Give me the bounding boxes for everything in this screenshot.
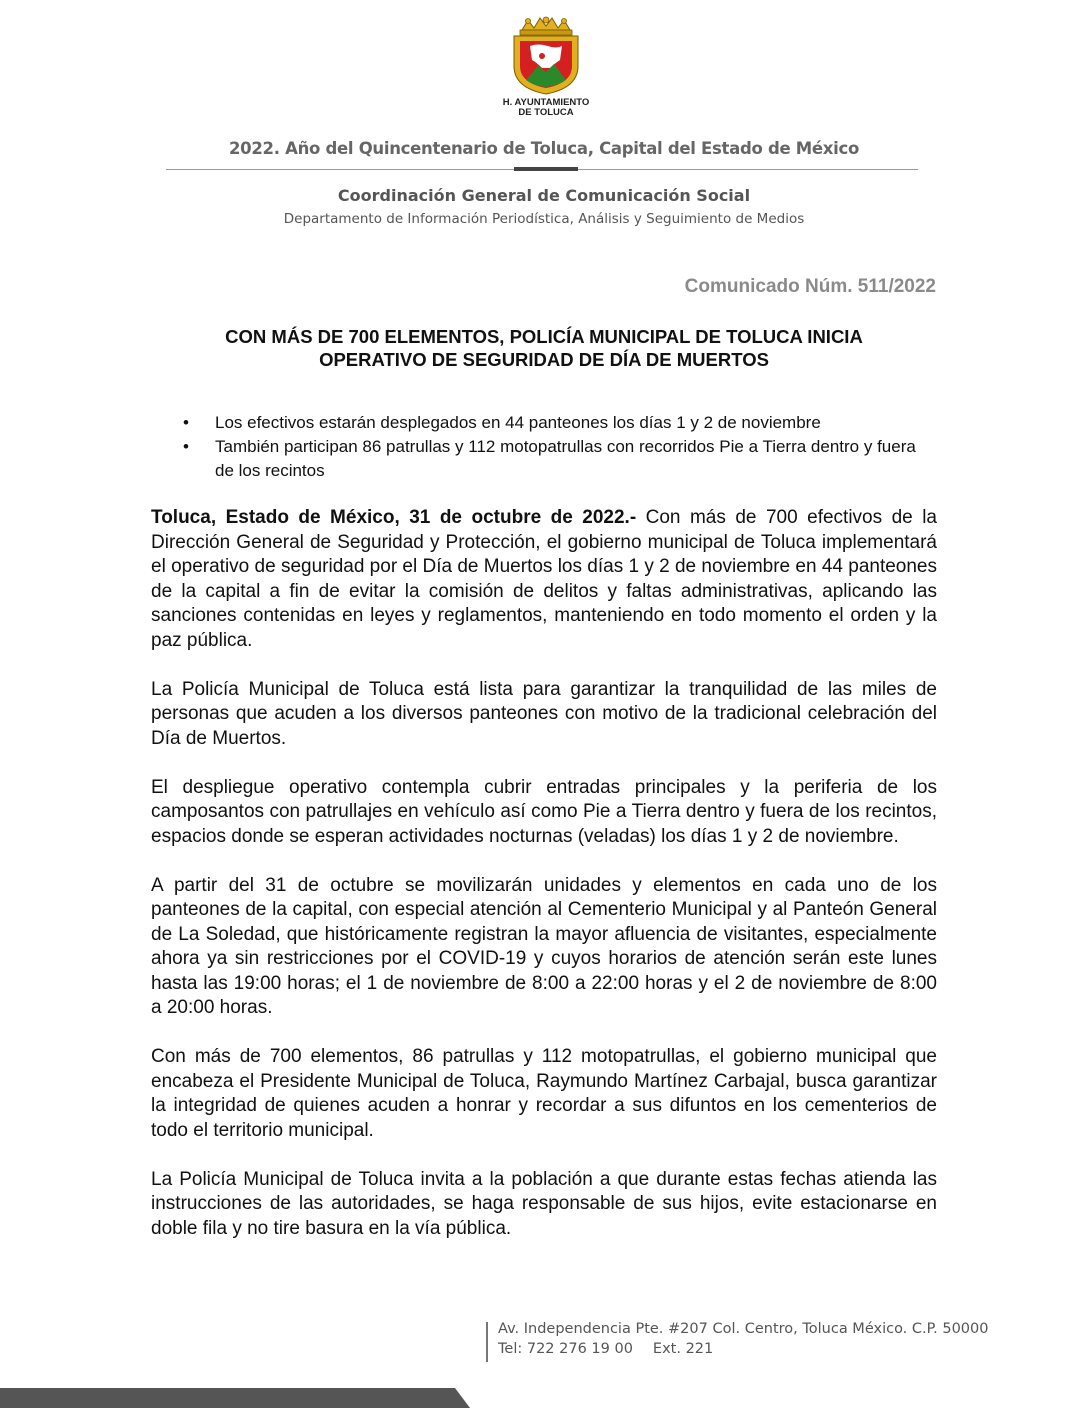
coat-of-arms-icon [508, 16, 584, 96]
logo-caption-line1: H. AYUNTAMIENTO [502, 97, 590, 108]
headline-line1: CON MÁS DE 700 ELEMENTOS, POLICÍA MUNICIPAL DE TOLUCA INICIA [225, 326, 863, 347]
body-paragraph: Con más de 700 elementos, 86 patrullas y 112 motopatrullas, el gobierno municipal que encabeza el Presidente Municipal de Toluca, Raymundo Martínez Carbajal, busca garantizar la integridad de quienes acuden a honrar y recordar a sus difuntos en los cementerios de todo el territorio municipal. [151, 1046, 937, 1141]
footer-phone: Tel: 722 276 19 00 [498, 1341, 633, 1357]
footer-address: Av. Independencia Pte. #207 Col. Centro, Toluca México. C.P. 50000 [498, 1321, 989, 1337]
footer-extension: Ext. 221 [652, 1341, 714, 1357]
year-banner: 2022. Año del Quincentenario de Toluca, Capital del Estado de México [228, 139, 860, 158]
toluca-coat-of-arms-logo [492, 16, 600, 120]
body-paragraph: La Policía Municipal de Toluca está lista para garantizar la tranquilidad de las miles de personas que acuden a los diversos panteones con motivo de la tradicional celebración del Día de Muertos. [151, 678, 937, 749]
headline-line2: OPERATIVO DE SEGURIDAD DE DÍA DE MUERTOS [319, 349, 769, 370]
footer-divider [486, 1322, 488, 1362]
summary-bullets [183, 411, 923, 483]
bullet-dot-icon: • [183, 413, 189, 432]
bullet-item [183, 435, 923, 483]
body-paragraph [151, 506, 937, 653]
footer-contact [498, 1341, 713, 1357]
bullet-dot-icon: • [183, 437, 189, 456]
department-subtitle: Departamento de Información Periodística, Análisis y Seguimiento de Medios [283, 211, 805, 227]
bullet-text: También participan 86 patrullas y 112 motopatrullas con recorridos Pie a Tierra dentro y fuera de los recintos [215, 437, 916, 480]
coordination-title: Coordinación General de Comunicación Social [337, 186, 751, 205]
paragraph-text: Con más de 700 efectivos de la Dirección General de Seguridad y Protección, el gobierno municipal de Toluca implementará el operativo de seguridad por el Día de Muertos los días 1 y 2 de noviembre en 44 panteones de la capital a fin de evitar la comisión de delitos y faltas administrativas, aplicando las sanciones contenidas en leyes y reglamentos, manteniendo en todo momento el orden y la paz pública. [151, 507, 937, 651]
body-paragraph: El despliegue operativo contempla cubrir entradas principales y la periferia de los camposantos con patrullajes en vehículo así como Pie a Tierra dentro y fuera de los recintos, espacios donde se esperan actividades nocturnas (veladas) los días 1 y 2 de noviembre. [151, 776, 937, 847]
header-divider-accent [514, 167, 578, 171]
body-paragraph: A partir del 31 de octubre se movilizarán unidades y elementos en cada uno de los panteones de la capital, con especial atención al Cementerio Municipal y al Panteón General de La Soledad, que históricamente registran la mayor afluencia de visitantes, especialmente ahora ya sin restricciones por el COVID-19 y cuyos horarios de atención serán este lunes hasta las 19:00 horas; el 1 de noviembre de 8:00 a 22:00 horas y el 2 de noviembre de 8:00 a 20:00 horas. [151, 874, 937, 1018]
footer-band [0, 1388, 470, 1408]
dateline: Toluca, Estado de México, 31 de octubre de 2022.- [151, 507, 637, 528]
logo-caption-line2: DE TOLUCA [518, 107, 574, 118]
press-release-body [151, 506, 937, 1266]
bullet-item [183, 411, 923, 435]
body-paragraph: La Policía Municipal de Toluca invita a la población a que durante estas fechas atienda las instrucciones de las autoridades, se haga responsable de sus hijos, evite estacionarse en doble fila y no tire basura en la vía pública. [151, 1168, 937, 1239]
bullet-text: Los efectivos estarán desplegados en 44 panteones los días 1 y 2 de noviembre [215, 413, 821, 432]
release-number: Comunicado Núm. 511/2022 [684, 276, 936, 297]
headline [150, 325, 938, 371]
